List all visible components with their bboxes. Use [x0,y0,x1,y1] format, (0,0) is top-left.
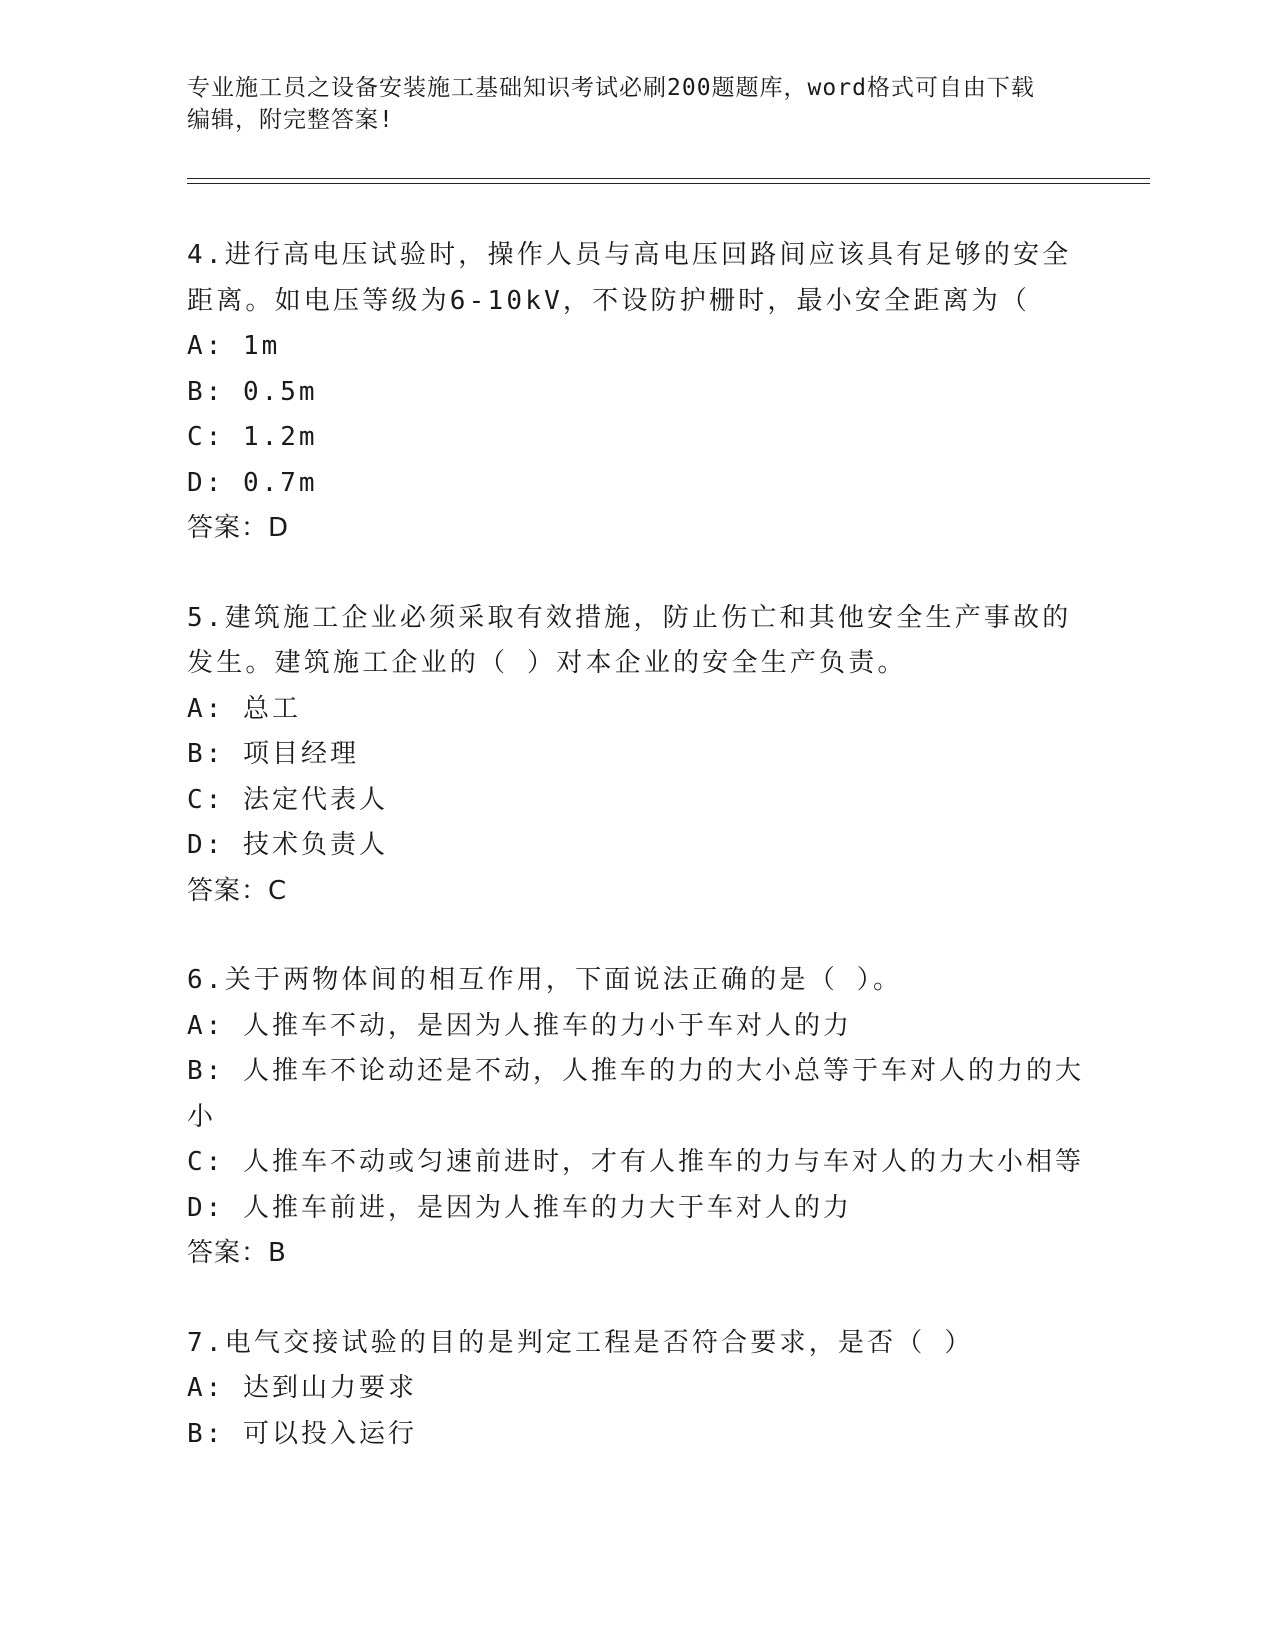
question-stem-line: 5.建筑施工企业必须采取有效措施，防止伤亡和其他安全生产事故的 [187,602,1072,633]
answer-option-line: A: 1m [187,331,281,361]
answer-option [187,370,1087,416]
question-stem [187,958,1087,1004]
answer-key: 答案：C [187,875,288,906]
question-stem-line: 7.电气交接试验的目的是判定工程是否符合要求，是否（ ） [187,1327,974,1358]
header-line-1: 专业施工员之设备安装施工基础知识考试必刷200题题库，word格式可自由下载 [187,75,1035,101]
question-stem [187,596,1087,687]
answer-option-line: D: 0.7m [187,467,318,498]
answer-option [187,461,1087,507]
answer-option-line: 小 [187,1101,217,1132]
answer-option [187,1049,1087,1140]
question-stem-line: 距离。如电压等级为6-10kV，不设防护栅时，最小安全距离为（ [187,285,1031,316]
answer-option-line: B: 可以投入运行 [187,1418,417,1449]
answer-option-line: C: 1.2m [187,422,318,452]
answer-option-line: D: 人推车前进，是因为人推车的力大于车对人的力 [187,1192,852,1223]
answer-option-line: A: 总工 [187,693,301,724]
question-stem-line: 4.进行高电压试验时，操作人员与高电压回路间应该具有足够的安全 [187,240,1072,270]
header-divider-bottom [187,183,1150,184]
question-item [187,1321,1087,1458]
question-item [187,958,1087,1277]
answer-option-line: C: 人推车不动或匀速前进时，才有人推车的力与车对人的力大小相等 [187,1147,1084,1177]
question-stem-line: 发生。建筑施工企业的（ ）对本企业的安全生产负责。 [187,648,907,678]
header-line-2: 编辑，附完整答案! [187,107,394,133]
answer-option [187,687,1087,733]
question-list [187,233,1087,1501]
answer-option-line: D: 技术负责人 [187,830,388,860]
answer-option [187,778,1087,824]
answer-option-line: A: 人推车不动，是因为人推车的力小于车对人的力 [187,1010,852,1041]
answer-key: 答案：D [187,513,290,543]
answer-option [187,1004,1087,1050]
document-header [187,72,1087,136]
question-item [187,596,1087,915]
answer-option [187,324,1087,370]
answer-option-line: A: 达到山力要求 [187,1373,417,1403]
question-stem-line: 6.关于两物体间的相互作用，下面说法正确的是（ ）。 [187,965,903,995]
answer-option [187,1140,1087,1186]
answer-option-line: C: 法定代表人 [187,784,388,815]
answer-option-line: B: 人推车不论动还是不动，人推车的力的大小总等于车对人的力的大 [187,1056,1084,1086]
question-stem [187,233,1087,324]
answer-option-line: B: 0.5m [187,376,318,407]
header-divider-top [187,178,1150,179]
answer-option [187,823,1087,869]
answer-key: 答案：B [187,1238,287,1268]
answer-option [187,415,1087,461]
answer-option [187,1412,1087,1458]
answer-option [187,732,1087,778]
question-stem [187,1321,1087,1367]
answer-option-line: B: 项目经理 [187,739,359,769]
answer-option [187,1186,1087,1232]
answer-option [187,1366,1087,1412]
question-item [187,233,1087,552]
